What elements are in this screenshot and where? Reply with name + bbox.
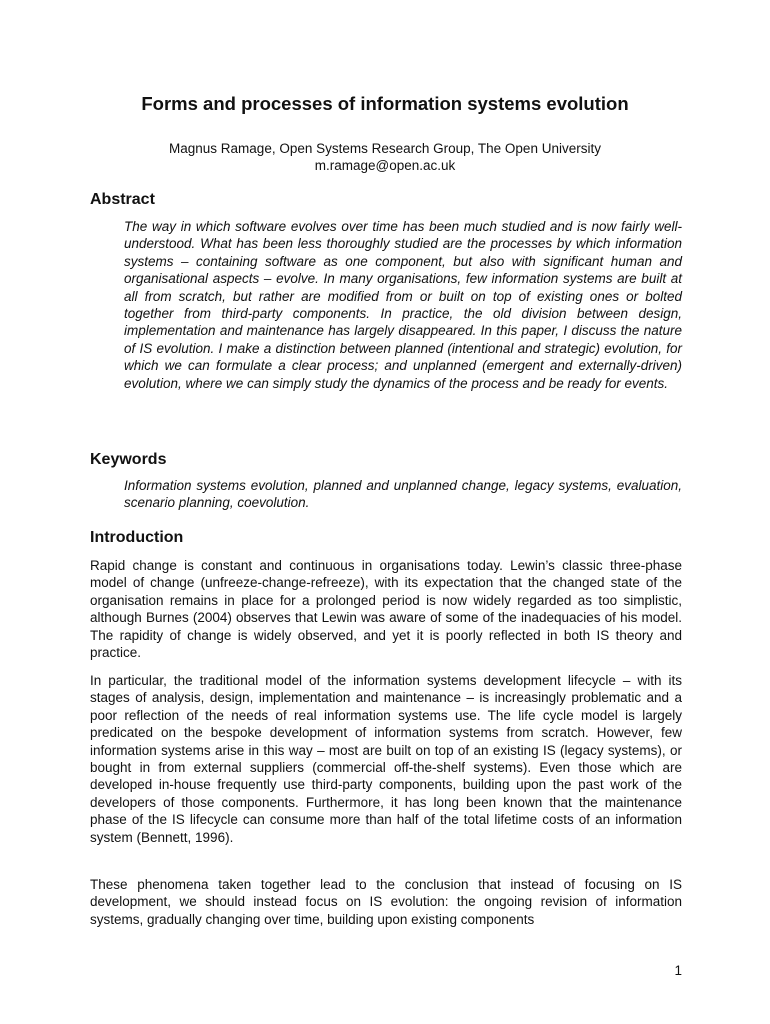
author-block [0,140,770,174]
keywords-heading: Keywords [90,451,167,468]
intro-paragraph-1: Rapid change is constant and continuous in organisations today. Lewin’s classic three-phase model of change (unfreeze-change-refreeze), with its expectation that the changed state of the organisation remains in place for a prolonged period is now widely regarded as too simplistic, although Burnes (2004) observes that Lewin was aware of some of the inadequacies of his model. The rapidity of change is widely observed, and yet it is poorly reflected in both IS theory and practice. [90,558,682,661]
page-number: 1 [674,963,682,978]
intro-paragraph-3: These phenomena taken together lead to the conclusion that instead of focusing on IS development, we should instead focus on IS evolution: the ongoing revision of information systems, gradually changing over time, building upon existing components [90,877,682,927]
author-email: m.ramage@open.ac.uk [314,158,456,173]
keywords-text: Information systems evolution, planned and unplanned change, legacy systems, evaluation, scenario planning, coevolution. [124,478,682,511]
paper-title: Forms and processes of information systems evolution [141,93,629,114]
intro-paragraph-2: In particular, the traditional model of the information systems development lifecycle – with its stages of analysis, design, implementation and maintenance – is increasingly problematic and a poor reflection of the needs of real information systems use. The life cycle model is largely predicated on the bespoke development of information systems from scratch. However, few information systems arise in this way – most are built on top of an existing IS (legacy systems), or bought in from external suppliers (commercial off-the-shelf systems). Even those which are developed in-house frequently use third-party components, building upon the past work of the developers of those components. Furthermore, it has long been known that the maintenance phase of the IS lifecycle can consume more than half of the total lifetime costs of an information system (Bennett, 1996). [90,673,682,845]
abstract-text: The way in which software evolves over time has been much studied and is now fairly well-understood. What has been less thoroughly studied are the processes by which information systems – containing software as one component, but also with significant human and organisational aspects – evolve. In many organisations, few information systems are built at all from scratch, but rather are modified from or built on top of existing ones or bolted together from third-party components. In practice, the old division between design, implementation and maintenance has largely disappeared. In this paper, I discuss the nature of IS evolution. I make a distinction between planned (intentional and strategic) evolution, for which we can formulate a clear process; and unplanned (emergent and externally-driven) evolution, where we can simply study the dynamics of the process and be ready for events. [124,219,682,391]
abstract-heading: Abstract [90,191,155,208]
introduction-heading: Introduction [90,529,184,546]
author-affiliation: Magnus Ramage, Open Systems Research Group, The Open University [169,141,601,156]
